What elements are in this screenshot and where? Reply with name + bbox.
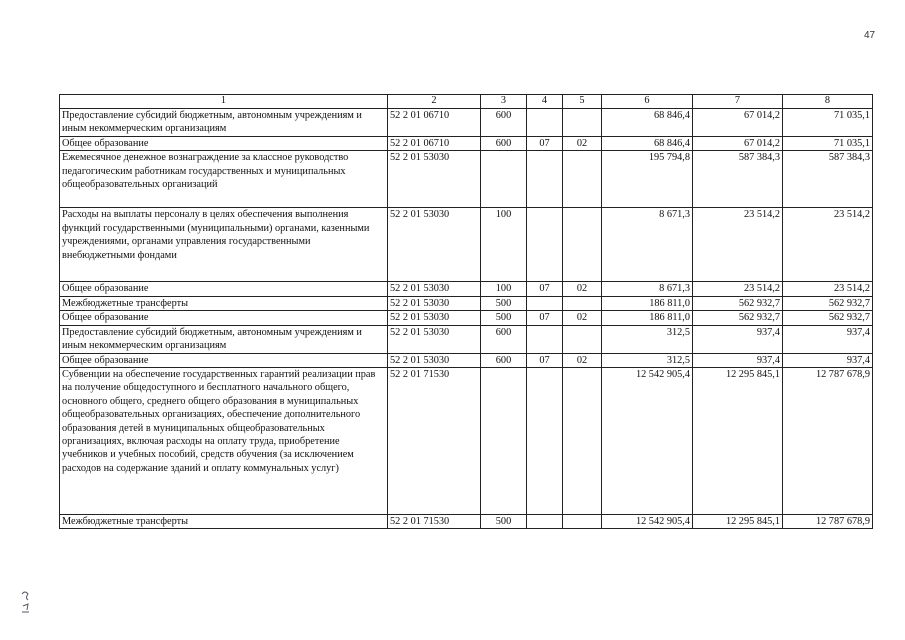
- column-header: 1: [60, 95, 388, 109]
- row-name: Расходы на выплаты персоналу в целях обеспечения выполнения функций государственными (муниципальными) органами, казенными учреждениями, органами управления государственными внебюджетными фондами: [60, 208, 388, 282]
- row-code: 52 2 01 71530: [388, 515, 481, 529]
- row-col5: [563, 515, 602, 529]
- row-value-7: 67 014,2: [693, 137, 783, 151]
- row-name: Общее образование: [60, 353, 388, 367]
- row-name: Межбюджетные трансферты: [60, 515, 388, 529]
- row-value-8: 562 932,7: [783, 311, 873, 325]
- row-value-8: 937,4: [783, 353, 873, 367]
- table-row: [60, 151, 873, 208]
- row-name: Предоставление субсидий бюджетным, автономным учреждениям и иным некоммерческим организациям: [60, 109, 388, 137]
- row-value-6: 312,5: [602, 353, 693, 367]
- row-col4: 07: [527, 137, 563, 151]
- row-value-7: 67 014,2: [693, 109, 783, 137]
- row-value-7: 12 295 845,1: [693, 368, 783, 515]
- row-col5: 02: [563, 282, 602, 296]
- row-col3: 100: [481, 282, 527, 296]
- row-col4: [527, 208, 563, 282]
- row-col3: 600: [481, 325, 527, 353]
- row-col3: [481, 368, 527, 515]
- row-value-8: 562 932,7: [783, 296, 873, 310]
- row-name: Ежемесячное денежное вознаграждение за классное руководство педагогическим работникам государственных и муниципальных общеобразовательных организаций: [60, 151, 388, 208]
- budget-table: [59, 94, 873, 529]
- row-col3: 600: [481, 353, 527, 367]
- row-code: 52 2 01 06710: [388, 137, 481, 151]
- row-value-7: 23 514,2: [693, 282, 783, 296]
- row-col3: 600: [481, 137, 527, 151]
- row-col5: [563, 325, 602, 353]
- row-value-8: 937,4: [783, 325, 873, 353]
- row-value-8: 23 514,2: [783, 208, 873, 282]
- column-header: 7: [693, 95, 783, 109]
- row-col3: 500: [481, 296, 527, 310]
- row-name: Общее образование: [60, 311, 388, 325]
- row-col4: [527, 151, 563, 208]
- row-col4: [527, 325, 563, 353]
- row-value-8: 71 035,1: [783, 109, 873, 137]
- column-header: 4: [527, 95, 563, 109]
- row-name: Предоставление субсидий бюджетным, автономным учреждениям и иным некоммерческим организациям: [60, 325, 388, 353]
- row-code: 52 2 01 53030: [388, 325, 481, 353]
- row-code: 52 2 01 53030: [388, 208, 481, 282]
- row-col5: 02: [563, 137, 602, 151]
- row-value-8: 12 787 678,9: [783, 515, 873, 529]
- column-header: 5: [563, 95, 602, 109]
- row-col3: 100: [481, 208, 527, 282]
- column-header: 8: [783, 95, 873, 109]
- column-header: 6: [602, 95, 693, 109]
- row-value-8: 23 514,2: [783, 282, 873, 296]
- row-col4: 07: [527, 353, 563, 367]
- table-row: [60, 282, 873, 296]
- row-col4: 07: [527, 311, 563, 325]
- row-code: 52 2 01 53030: [388, 151, 481, 208]
- table-row: [60, 515, 873, 529]
- table-row: [60, 137, 873, 151]
- row-value-6: 186 811,0: [602, 296, 693, 310]
- row-col3: 600: [481, 109, 527, 137]
- table-row: [60, 368, 873, 515]
- row-col3: 500: [481, 515, 527, 529]
- column-header: 3: [481, 95, 527, 109]
- row-value-6: 8 671,3: [602, 208, 693, 282]
- column-header: 2: [388, 95, 481, 109]
- table-row: [60, 353, 873, 367]
- row-value-8: 587 384,3: [783, 151, 873, 208]
- row-value-6: 68 846,4: [602, 109, 693, 137]
- row-name: Субвенции на обеспечение государственных гарантий реализации прав на получение общедоступного и бесплатного начального общего, основного общего, среднего общего образования в муниципальных общеобразовательных организациях, обеспечение дополнительного образования детей в муниципальных общеобразовательных организациях, включая расходы на оплату труда, приобретение учебников и учебных пособий, средств обучения (за исключением расходов на содержание зданий и оплату коммунальных услуг): [60, 368, 388, 515]
- row-value-8: 71 035,1: [783, 137, 873, 151]
- row-col3: 500: [481, 311, 527, 325]
- row-col5: 02: [563, 311, 602, 325]
- table-row: [60, 296, 873, 310]
- row-code: 52 2 01 53030: [388, 311, 481, 325]
- row-value-7: 562 932,7: [693, 296, 783, 310]
- row-col4: [527, 515, 563, 529]
- row-col5: [563, 368, 602, 515]
- row-code: 52 2 01 53030: [388, 353, 481, 367]
- page-number: 47: [864, 30, 876, 41]
- table-row: [60, 208, 873, 282]
- row-value-7: 562 932,7: [693, 311, 783, 325]
- table-row: [60, 311, 873, 325]
- row-value-6: 186 811,0: [602, 311, 693, 325]
- row-value-6: 12 542 905,4: [602, 515, 693, 529]
- row-col5: [563, 208, 602, 282]
- row-col4: 07: [527, 282, 563, 296]
- row-col5: [563, 151, 602, 208]
- row-code: 52 2 01 53030: [388, 282, 481, 296]
- row-name: Общее образование: [60, 137, 388, 151]
- row-col3: [481, 151, 527, 208]
- row-value-6: 312,5: [602, 325, 693, 353]
- row-code: 52 2 01 71530: [388, 368, 481, 515]
- row-col4: [527, 109, 563, 137]
- row-col5: [563, 296, 602, 310]
- row-value-6: 12 542 905,4: [602, 368, 693, 515]
- row-value-7: 937,4: [693, 353, 783, 367]
- row-code: 52 2 01 06710: [388, 109, 481, 137]
- row-name: Межбюджетные трансферты: [60, 296, 388, 310]
- row-name: Общее образование: [60, 282, 388, 296]
- row-col4: [527, 296, 563, 310]
- row-value-8: 12 787 678,9: [783, 368, 873, 515]
- row-value-6: 195 794,8: [602, 151, 693, 208]
- row-value-7: 23 514,2: [693, 208, 783, 282]
- row-value-6: 8 671,3: [602, 282, 693, 296]
- row-col5: 02: [563, 353, 602, 367]
- table-header-row: [60, 95, 873, 109]
- row-value-7: 937,4: [693, 325, 783, 353]
- row-value-7: 587 384,3: [693, 151, 783, 208]
- margin-scan-marks: [18, 588, 38, 618]
- table-row: [60, 109, 873, 137]
- row-value-6: 68 846,4: [602, 137, 693, 151]
- row-code: 52 2 01 53030: [388, 296, 481, 310]
- row-value-7: 12 295 845,1: [693, 515, 783, 529]
- row-col5: [563, 109, 602, 137]
- row-col4: [527, 368, 563, 515]
- table-row: [60, 325, 873, 353]
